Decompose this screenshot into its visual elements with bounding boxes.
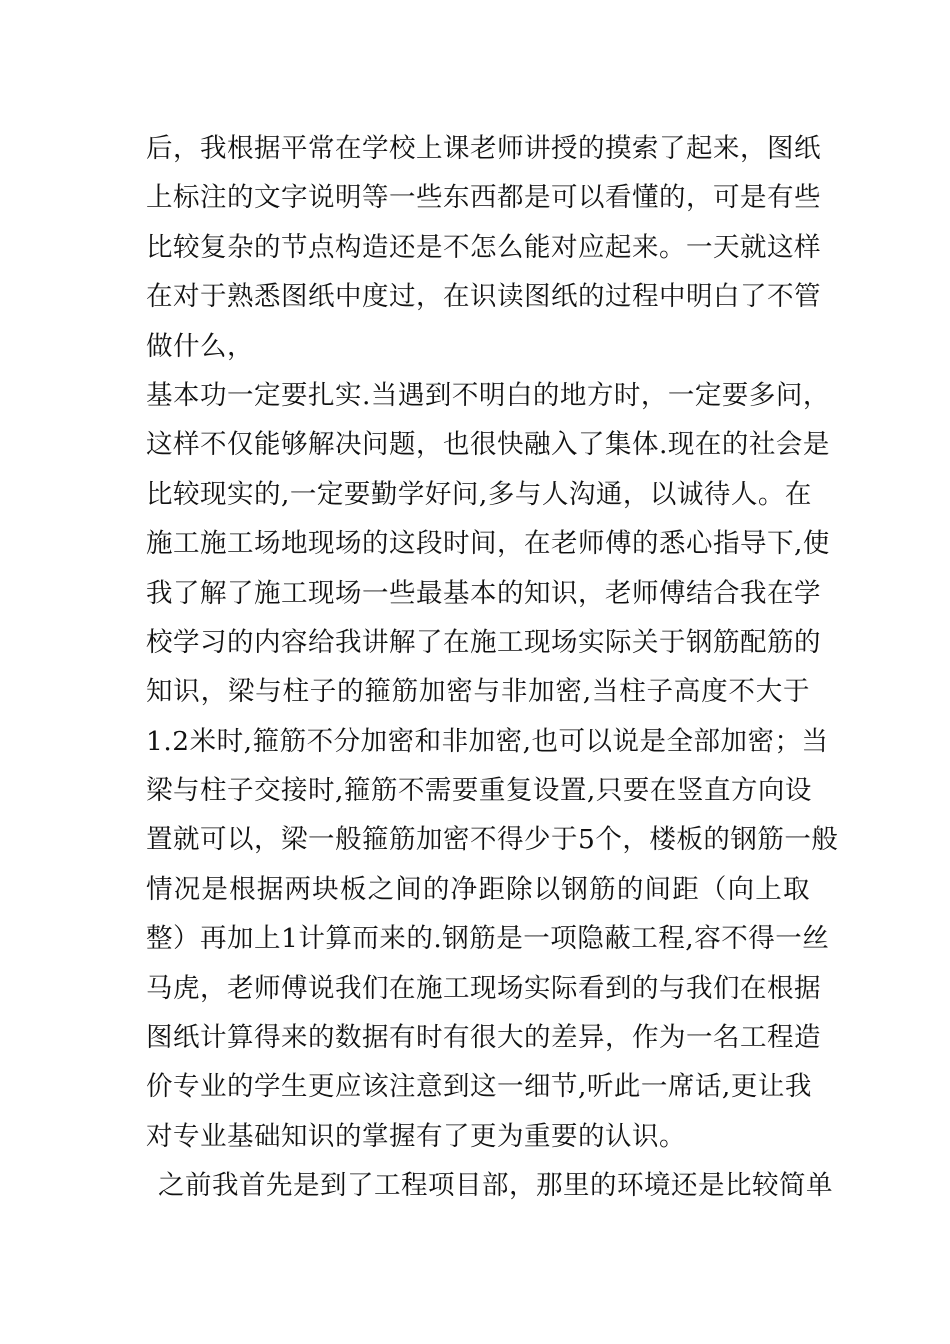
text-line: 上标注的文字说明等一些东西都是可以看懂的，可是有些 [146, 182, 821, 214]
text-line: 梁与柱子交接时,箍筋不需要重复设置,只要在竖直方向设 [146, 775, 812, 807]
text-line: 1.2米时,箍筋不分加密和非加密,也可以说是全部加密；当 [146, 725, 829, 757]
text-line: 图纸计算得来的数据有时有很大的差异，作为一名工程造 [146, 1022, 821, 1054]
text-line: 后，我根据平常在学校上课老师讲授的摸索了起来，图纸 [146, 133, 821, 164]
text-line: 对专业基础知识的掌握有了更为重要的认识。 [146, 1120, 686, 1152]
text-line: 置就可以，梁一般箍筋加密不得少于5个，楼板的钢筋一般 [146, 824, 839, 856]
text-line: 在对于熟悉图纸中度过，在识读图纸的过程中明白了不管 [146, 281, 821, 313]
text-line: 比较复杂的节点构造还是不怎么能对应起来。一天就这样 [146, 231, 821, 263]
text-line: 整）再加上1计算而来的.钢筋是一项隐蔽工程,容不得一丝 [146, 923, 830, 955]
text-line: 我了解了施工现场一些最基本的知识，老师傅结合我在学 [146, 577, 821, 609]
text-line: 基本功一定要扎实.当遇到不明白的地方时，一定要多问， [146, 379, 830, 411]
text-line: 价专业的学生更应该注意到这一细节,听此一席话,更让我 [146, 1071, 812, 1103]
text-line: 这样不仅能够解决问题，也很快融入了集体.现在的社会是 [146, 429, 830, 461]
text-line: 做什么， [146, 330, 254, 362]
text-line: 比较现实的,一定要勤学好问,多与人沟通，以诚待人。在 [146, 478, 812, 510]
text-line: 校学习的内容给我讲解了在施工现场实际关于钢筋配筋的 [146, 626, 821, 658]
text-line: 施工施工场地现场的这段时间，在老师傅的悉心指导下,使 [146, 528, 830, 560]
text-line: 情况是根据两块板之间的净距除以钢筋的间距（向上取 [146, 873, 810, 905]
text-line: 知识，梁与柱子的箍筋加密与非加密,当柱子高度不大于 [146, 676, 810, 708]
text-line: 马虎，老师傅说我们在施工现场实际看到的与我们在根据 [146, 972, 821, 1004]
document-body [146, 124, 839, 1211]
text-line: 之前我首先是到了工程项目部，那里的环境还是比较简单 [158, 1170, 833, 1202]
